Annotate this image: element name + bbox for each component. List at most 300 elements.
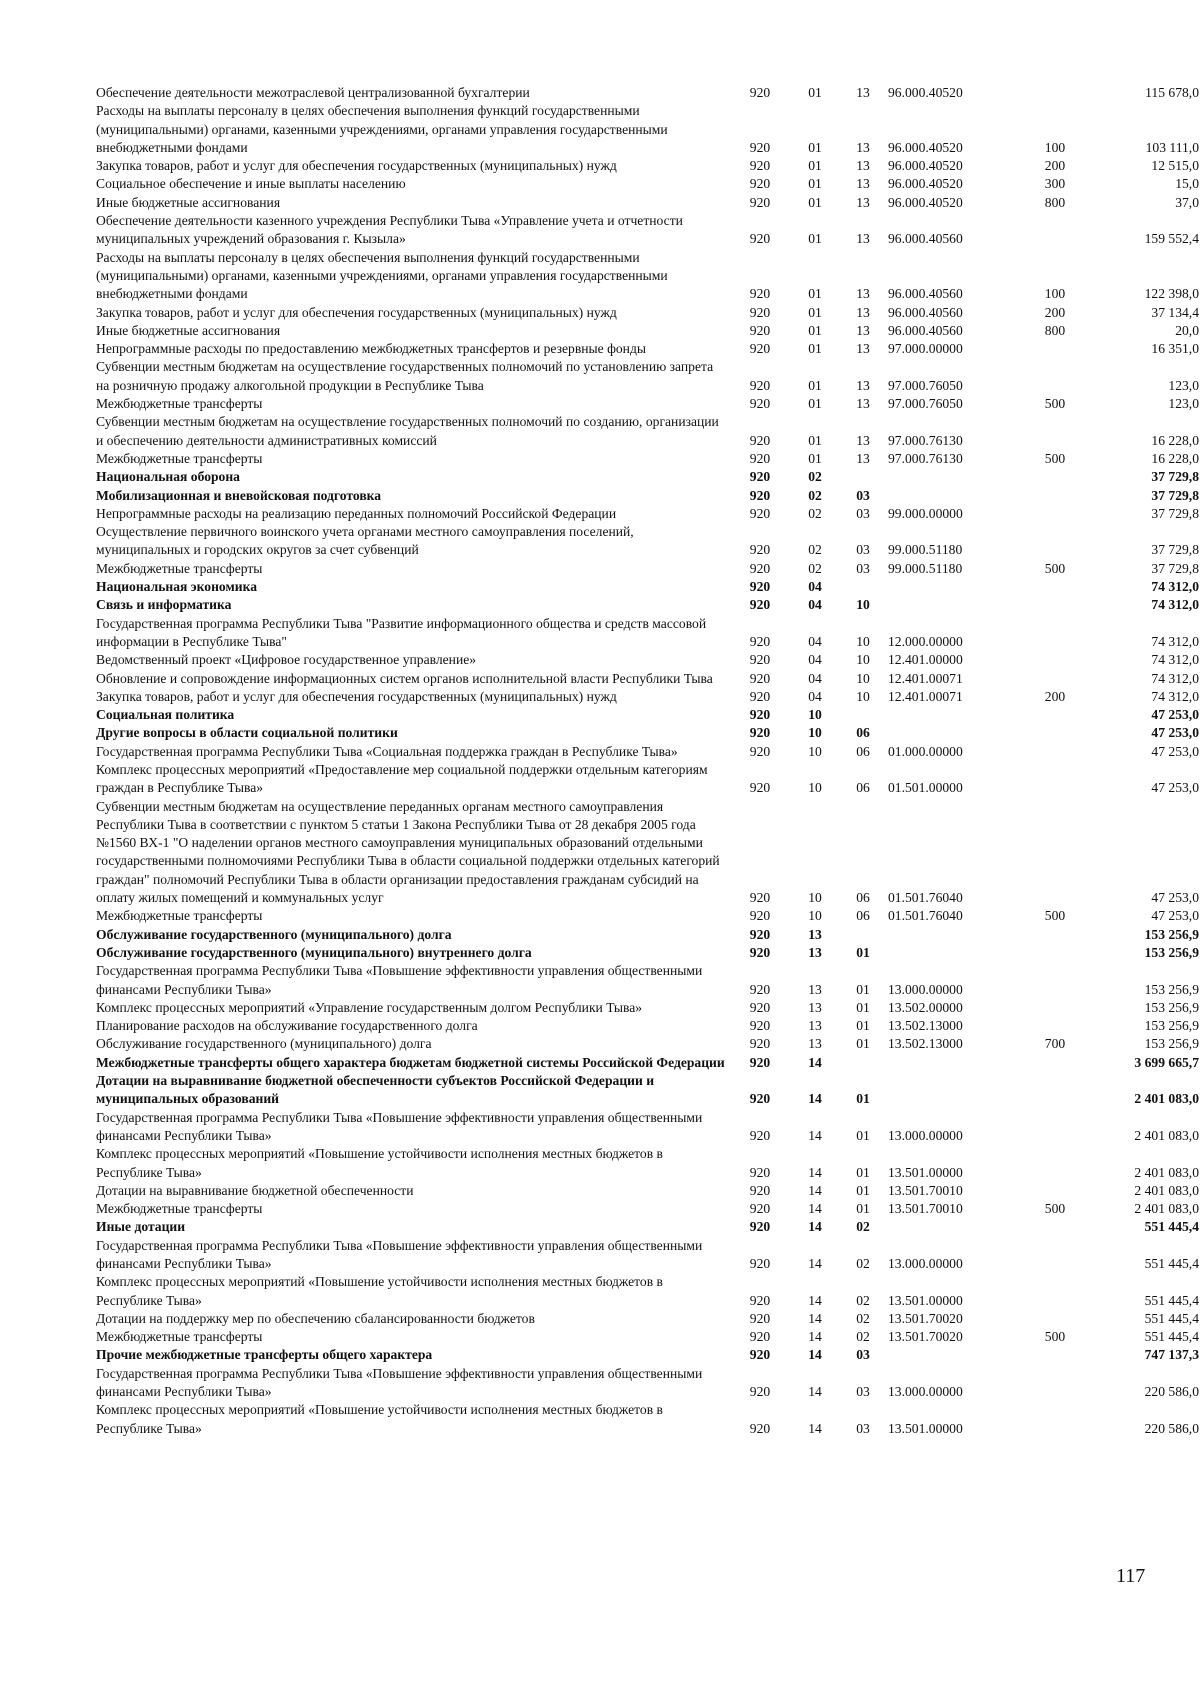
row-target-article: 01.501.76040 xyxy=(888,908,963,924)
table-row xyxy=(96,743,1199,761)
row-razdel: 14 xyxy=(808,1219,822,1235)
row-expense-type xyxy=(1032,615,1078,652)
row-expense-type: 300 xyxy=(1044,176,1066,192)
row-grbs: 920 xyxy=(749,505,771,521)
table-row xyxy=(96,706,1199,724)
row-amount: 47 253,0 xyxy=(1151,725,1199,741)
row-podrazdel xyxy=(838,468,888,486)
row-podrazdel: 03 xyxy=(856,487,870,503)
row-expense-type xyxy=(1032,962,1078,999)
row-podrazdel: 01 xyxy=(856,1036,870,1052)
row-amount: 551 445,4 xyxy=(1144,1219,1199,1235)
table-row xyxy=(96,999,1199,1017)
row-expense-type: 100 xyxy=(1044,286,1066,302)
row-target-article: 13.501.00000 xyxy=(888,1420,963,1436)
row-podrazdel: 01 xyxy=(856,1201,870,1217)
row-expense-type xyxy=(1032,1109,1078,1146)
row-name: Государственная программа Республики Тыва «Социальная поддержка граждан в Республике Тыва» xyxy=(96,743,678,759)
row-name: Ведомственный проект «Цифровое государственное управление» xyxy=(96,652,477,668)
row-podrazdel: 03 xyxy=(856,560,870,576)
row-grbs: 920 xyxy=(749,1018,771,1034)
row-name: Обеспечение деятельности межотраслевой централизованной бухгалтерии xyxy=(96,85,530,100)
table-row xyxy=(96,322,1199,340)
row-target-article: 99.000.00000 xyxy=(888,505,963,521)
table-row xyxy=(96,487,1199,505)
row-amount: 37 729,8 xyxy=(1151,542,1199,558)
table-row xyxy=(96,249,1199,304)
table-row xyxy=(96,1145,1199,1182)
row-razdel: 04 xyxy=(808,579,822,595)
table-row xyxy=(96,1365,1199,1402)
row-podrazdel: 13 xyxy=(856,176,870,192)
page-number: 117 xyxy=(1116,1565,1146,1587)
row-razdel: 13 xyxy=(808,999,822,1015)
row-podrazdel: 06 xyxy=(856,890,870,906)
table-row xyxy=(96,304,1199,322)
row-expense-type xyxy=(1032,358,1078,395)
row-podrazdel: 13 xyxy=(856,432,870,448)
row-amount: 37 729,8 xyxy=(1151,505,1199,521)
table-row xyxy=(96,651,1199,669)
row-name: Национальная оборона xyxy=(96,469,240,485)
row-expense-type: 800 xyxy=(1044,322,1066,338)
row-razdel: 04 xyxy=(808,670,822,686)
row-target-article: 96.000.40560 xyxy=(888,304,963,320)
row-razdel: 02 xyxy=(808,487,822,503)
row-target-article xyxy=(888,1218,1032,1236)
row-razdel: 02 xyxy=(808,560,822,576)
row-podrazdel: 13 xyxy=(856,139,870,155)
row-razdel: 14 xyxy=(808,1420,822,1436)
row-razdel: 02 xyxy=(808,542,822,558)
row-target-article: 96.000.40560 xyxy=(888,322,963,338)
row-expense-type: 500 xyxy=(1044,396,1066,412)
table-row xyxy=(96,1072,1199,1109)
row-grbs: 920 xyxy=(749,322,771,338)
row-razdel: 14 xyxy=(808,1127,822,1143)
row-podrazdel: 13 xyxy=(856,158,870,174)
budget-table xyxy=(96,84,1199,1438)
row-expense-type xyxy=(1032,340,1078,358)
row-amount: 74 312,0 xyxy=(1151,670,1199,686)
table-row xyxy=(96,1182,1199,1200)
row-expense-type xyxy=(1032,706,1078,724)
row-grbs: 920 xyxy=(749,469,771,485)
row-amount: 37 729,8 xyxy=(1151,469,1199,485)
row-razdel: 14 xyxy=(808,1310,822,1326)
row-expense-type: 200 xyxy=(1044,688,1066,704)
row-grbs: 920 xyxy=(749,707,771,723)
row-razdel: 10 xyxy=(808,725,822,741)
row-amount: 47 253,0 xyxy=(1151,908,1199,924)
row-podrazdel: 02 xyxy=(856,1310,870,1326)
row-grbs: 920 xyxy=(749,158,771,174)
row-target-article: 97.000.00000 xyxy=(888,341,963,357)
row-expense-type: 700 xyxy=(1044,1036,1066,1052)
table-row xyxy=(96,1017,1199,1035)
row-razdel: 14 xyxy=(808,1384,822,1400)
row-name: Обслуживание государственного (муниципального) долга xyxy=(96,926,452,942)
row-expense-type xyxy=(1032,487,1078,505)
row-razdel: 01 xyxy=(808,377,822,393)
row-amount: 74 312,0 xyxy=(1151,652,1199,668)
row-name: Иные дотации xyxy=(96,1219,186,1235)
row-podrazdel: 13 xyxy=(856,231,870,247)
row-razdel: 01 xyxy=(808,231,822,247)
row-name: Социальное обеспечение и иные выплаты населению xyxy=(96,176,406,192)
row-amount: 122 398,0 xyxy=(1144,286,1199,302)
row-name: Межбюджетные трансферты общего характера бюджетам бюджетной системы Российской Федерации xyxy=(96,1054,725,1070)
row-target-article: 96.000.40520 xyxy=(888,139,963,155)
row-podrazdel: 13 xyxy=(856,322,870,338)
row-grbs: 920 xyxy=(749,286,771,302)
row-amount: 47 253,0 xyxy=(1151,743,1199,759)
row-grbs: 920 xyxy=(749,560,771,576)
row-name: Иные бюджетные ассигнования xyxy=(96,322,281,338)
row-grbs: 920 xyxy=(749,579,771,595)
table-row xyxy=(96,450,1199,468)
row-amount: 153 256,9 xyxy=(1144,1018,1199,1034)
row-name: Государственная программа Республики Тыва «Повышение эффективности управления общественными финансами Республики Тыва» xyxy=(96,1237,703,1271)
row-razdel: 01 xyxy=(808,450,822,466)
row-podrazdel: 01 xyxy=(856,1127,870,1143)
row-grbs: 920 xyxy=(749,1054,771,1070)
row-amount: 16 351,0 xyxy=(1151,341,1199,357)
table-row xyxy=(96,157,1199,175)
row-podrazdel: 10 xyxy=(856,652,870,668)
row-name: Комплекс процессных мероприятий «Предоставление мер социальной поддержки отдельным категориям граждан в Республике Тыва» xyxy=(96,761,708,796)
row-podrazdel: 13 xyxy=(856,341,870,357)
row-expense-type xyxy=(1032,1310,1078,1328)
row-podrazdel: 13 xyxy=(856,85,870,100)
row-expense-type xyxy=(1032,1017,1078,1035)
row-grbs: 920 xyxy=(749,176,771,192)
row-expense-type xyxy=(1032,1072,1078,1109)
row-amount: 551 445,4 xyxy=(1144,1256,1199,1271)
row-razdel: 14 xyxy=(808,1347,822,1363)
row-target-article: 12.401.00071 xyxy=(888,688,963,704)
row-name: Обновление и сопровождение информационных систем органов исполнительной власти Республики Тыва xyxy=(96,670,713,686)
table-row xyxy=(96,413,1199,450)
row-grbs: 920 xyxy=(749,597,771,613)
row-amount: 123,0 xyxy=(1168,396,1199,412)
row-target-article: 13.000.00000 xyxy=(888,1384,963,1400)
row-razdel: 01 xyxy=(808,194,822,210)
row-expense-type: 100 xyxy=(1044,139,1066,155)
row-grbs: 920 xyxy=(749,1036,771,1052)
row-razdel: 13 xyxy=(808,981,822,997)
row-target-article: 96.000.40560 xyxy=(888,286,963,302)
row-expense-type xyxy=(1032,743,1078,761)
row-target-article: 13.501.00000 xyxy=(888,1164,963,1180)
row-name: Субвенции местным бюджетам на осуществление переданных органам местного самоуправления Республики Тыва в соответствии с пунктом 5 статьи 1 Закона Республики Тыва от 28 декабря 2005 года №1560 ВХ-1 "О наделении органов местного самоуправления муниципальных образований отдельными государственными полномочиями Республики Тыва в области социальной поддержки отдельных категорий граждан" полномочий Республики Тыва в области организации предоставления гражданам субсидий на оплату жилых помещений и коммунальных услуг xyxy=(96,798,720,906)
table-row xyxy=(96,395,1199,413)
row-amount: 551 445,4 xyxy=(1144,1310,1199,1326)
table-row xyxy=(96,1237,1199,1274)
row-target-article xyxy=(888,724,1032,742)
row-name: Государственная программа Республики Тыва «Повышение эффективности управления общественными финансами Республики Тыва» xyxy=(96,1365,703,1400)
row-razdel: 10 xyxy=(808,780,822,796)
row-expense-type xyxy=(1032,596,1078,614)
row-target-article: 13.502.13000 xyxy=(888,1036,963,1052)
row-podrazdel: 02 xyxy=(856,1292,870,1308)
row-expense-type xyxy=(1032,578,1078,596)
row-podrazdel: 01 xyxy=(856,981,870,997)
row-expense-type xyxy=(1032,670,1078,688)
row-target-article: 96.000.40560 xyxy=(888,231,963,247)
row-name: Дотации на выравнивание бюджетной обеспеченности xyxy=(96,1182,414,1198)
row-podrazdel: 13 xyxy=(856,304,870,320)
row-expense-type xyxy=(1032,84,1078,102)
row-expense-type xyxy=(1032,1182,1078,1200)
row-grbs: 920 xyxy=(749,981,771,997)
row-podrazdel xyxy=(838,706,888,724)
row-amount: 74 312,0 xyxy=(1151,597,1199,613)
row-grbs: 920 xyxy=(749,396,771,412)
row-grbs: 920 xyxy=(749,999,771,1015)
row-target-article xyxy=(888,944,1032,962)
row-grbs: 920 xyxy=(749,304,771,320)
row-name: Межбюджетные трансферты xyxy=(96,396,263,412)
row-razdel: 13 xyxy=(808,1036,822,1052)
row-grbs: 920 xyxy=(749,450,771,466)
row-target-article xyxy=(888,578,1032,596)
row-grbs: 920 xyxy=(749,944,771,960)
row-name: Непрограммные расходы по предоставлению межбюджетных трансфертов и резервные фонды xyxy=(96,341,647,357)
row-grbs: 920 xyxy=(749,908,771,924)
row-razdel: 14 xyxy=(808,1329,822,1345)
row-expense-type xyxy=(1032,1401,1078,1438)
row-name: Мобилизационная и вневойсковая подготовка xyxy=(96,487,382,503)
row-grbs: 920 xyxy=(749,633,771,649)
row-expense-type: 800 xyxy=(1044,194,1066,210)
row-name: Дотации на выравнивание бюджетной обеспеченности субъектов Российской Федерации и муниципальных образований xyxy=(96,1073,655,1107)
row-name: Закупка товаров, работ и услуг для обеспечения государственных (муниципальных) нужд xyxy=(96,304,617,320)
row-razdel: 04 xyxy=(808,633,822,649)
row-podrazdel: 13 xyxy=(856,194,870,210)
row-razdel: 02 xyxy=(808,505,822,521)
table-row xyxy=(96,798,1199,908)
row-name: Планирование расходов на обслуживание государственного долга xyxy=(96,1018,478,1034)
row-target-article: 97.000.76050 xyxy=(888,396,963,412)
row-razdel: 01 xyxy=(808,396,822,412)
row-amount: 220 586,0 xyxy=(1144,1384,1199,1400)
row-name: Обеспечение деятельности казенного учреждения Республики Тыва «Управление учета и отчетности муниципальных учреждений образования г. Кызыла» xyxy=(96,213,683,247)
row-podrazdel xyxy=(838,1054,888,1072)
row-grbs: 920 xyxy=(749,85,771,100)
row-name: Непрограммные расходы на реализацию переданных полномочий Российской Федерации xyxy=(96,505,617,521)
row-amount: 3 699 665,7 xyxy=(1134,1054,1199,1070)
row-razdel: 14 xyxy=(808,1054,822,1070)
row-expense-type: 500 xyxy=(1044,450,1066,466)
row-target-article: 13.501.70020 xyxy=(888,1329,963,1345)
row-amount: 159 552,4 xyxy=(1144,231,1199,247)
table-row xyxy=(96,340,1199,358)
row-name: Межбюджетные трансферты xyxy=(96,1329,263,1345)
row-razdel: 01 xyxy=(808,304,822,320)
row-target-article xyxy=(888,468,1032,486)
row-podrazdel: 13 xyxy=(856,450,870,466)
row-target-article: 97.000.76130 xyxy=(888,432,963,448)
row-podrazdel: 06 xyxy=(856,780,870,796)
budget-table-body xyxy=(96,84,1199,1438)
row-target-article: 99.000.51180 xyxy=(888,542,963,558)
row-razdel: 01 xyxy=(808,158,822,174)
row-expense-type xyxy=(1032,1273,1078,1310)
row-amount: 153 256,9 xyxy=(1144,1036,1199,1052)
row-amount: 74 312,0 xyxy=(1151,688,1199,704)
row-expense-type: 500 xyxy=(1044,908,1066,924)
table-row xyxy=(96,615,1199,652)
row-target-article: 12.401.00071 xyxy=(888,670,963,686)
row-razdel: 04 xyxy=(808,597,822,613)
table-row xyxy=(96,1310,1199,1328)
row-razdel: 14 xyxy=(808,1182,822,1198)
row-target-article: 13.000.00000 xyxy=(888,981,963,997)
row-podrazdel: 13 xyxy=(856,396,870,412)
row-target-article xyxy=(888,926,1032,944)
row-amount: 220 586,0 xyxy=(1144,1420,1199,1436)
row-grbs: 920 xyxy=(749,139,771,155)
row-target-article: 99.000.51180 xyxy=(888,560,963,576)
row-razdel: 14 xyxy=(808,1091,822,1107)
row-amount: 123,0 xyxy=(1168,377,1199,393)
table-row xyxy=(96,1109,1199,1146)
row-name: Связь и информатика xyxy=(96,597,232,613)
row-target-article: 96.000.40520 xyxy=(888,176,963,192)
row-expense-type xyxy=(1032,468,1078,486)
row-target-article: 12.000.00000 xyxy=(888,633,963,649)
row-name: Государственная программа Республики Тыва "Развитие информационного общества и средств массовой информации в Республике Тыва" xyxy=(96,615,707,649)
row-grbs: 920 xyxy=(749,231,771,247)
row-expense-type xyxy=(1032,724,1078,742)
row-amount: 115 678,0 xyxy=(1145,85,1199,100)
row-target-article: 01.000.00000 xyxy=(888,743,963,759)
row-amount: 103 111,0 xyxy=(1145,139,1199,155)
row-target-article: 96.000.40520 xyxy=(888,194,963,210)
row-target-article xyxy=(888,1346,1032,1364)
row-amount: 153 256,9 xyxy=(1144,926,1199,942)
row-podrazdel: 01 xyxy=(856,1018,870,1034)
row-podrazdel: 06 xyxy=(856,908,870,924)
table-row xyxy=(96,560,1199,578)
row-target-article: 01.501.00000 xyxy=(888,780,963,796)
row-grbs: 920 xyxy=(749,1384,771,1400)
table-row xyxy=(96,761,1199,798)
table-row xyxy=(96,523,1199,560)
table-row xyxy=(96,84,1199,102)
row-name: Дотации на поддержку мер по обеспечению сбалансированности бюджетов xyxy=(96,1310,535,1326)
row-grbs: 920 xyxy=(749,1310,771,1326)
row-podrazdel: 02 xyxy=(856,1256,870,1271)
row-grbs: 920 xyxy=(749,1201,771,1217)
table-row xyxy=(96,1218,1199,1236)
row-razdel: 01 xyxy=(808,286,822,302)
row-expense-type: 500 xyxy=(1044,560,1066,576)
row-grbs: 920 xyxy=(749,670,771,686)
row-podrazdel: 06 xyxy=(856,725,870,741)
row-name: Субвенции местным бюджетам на осуществление государственных полномочий по установлению запрета на розничную продажу алкогольной продукции в Республике Тыва xyxy=(96,359,714,393)
row-razdel: 10 xyxy=(808,908,822,924)
row-name: Комплекс процессных мероприятий «Повышение устойчивости исполнения местных бюджетов в Республике Тыва» xyxy=(96,1146,663,1180)
row-target-article: 13.000.00000 xyxy=(888,1127,963,1143)
row-target-article: 96.000.40520 xyxy=(888,85,963,100)
row-grbs: 920 xyxy=(749,780,771,796)
row-podrazdel xyxy=(838,926,888,944)
table-row xyxy=(96,670,1199,688)
row-name: Прочие межбюджетные трансферты общего характера xyxy=(96,1347,433,1363)
table-row xyxy=(96,358,1199,395)
row-amount: 2 401 083,0 xyxy=(1134,1091,1199,1107)
row-razdel: 01 xyxy=(808,341,822,357)
row-amount: 551 445,4 xyxy=(1144,1329,1199,1345)
row-expense-type xyxy=(1032,651,1078,669)
row-expense-type xyxy=(1032,926,1078,944)
row-expense-type xyxy=(1032,505,1078,523)
row-expense-type xyxy=(1032,1346,1078,1364)
row-amount: 2 401 083,0 xyxy=(1134,1164,1199,1180)
row-name: Межбюджетные трансферты xyxy=(96,560,263,576)
row-grbs: 920 xyxy=(749,1091,771,1107)
row-amount: 12 515,0 xyxy=(1151,158,1199,174)
row-razdel: 04 xyxy=(808,688,822,704)
table-row xyxy=(96,212,1199,249)
row-grbs: 920 xyxy=(749,1164,771,1180)
row-podrazdel: 13 xyxy=(856,377,870,393)
row-grbs: 920 xyxy=(749,1219,771,1235)
table-row xyxy=(96,102,1199,157)
row-name: Комплекс процессных мероприятий «Управление государственным долгом Республики Тыва» xyxy=(96,999,643,1015)
row-amount: 47 253,0 xyxy=(1151,890,1199,906)
row-target-article: 13.501.00000 xyxy=(888,1292,963,1308)
row-grbs: 920 xyxy=(749,652,771,668)
table-row xyxy=(96,194,1199,212)
row-podrazdel: 01 xyxy=(856,944,870,960)
row-razdel: 02 xyxy=(808,469,822,485)
table-row xyxy=(96,1035,1199,1053)
table-row xyxy=(96,468,1199,486)
row-expense-type xyxy=(1032,1237,1078,1274)
row-amount: 37,0 xyxy=(1175,194,1199,210)
row-grbs: 920 xyxy=(749,377,771,393)
table-row xyxy=(96,175,1199,193)
table-row xyxy=(96,1328,1199,1346)
row-amount: 153 256,9 xyxy=(1144,981,1199,997)
row-grbs: 920 xyxy=(749,194,771,210)
table-row xyxy=(96,578,1199,596)
row-name: Национальная экономика xyxy=(96,579,257,595)
row-target-article xyxy=(888,706,1032,724)
row-amount: 2 401 083,0 xyxy=(1134,1127,1199,1143)
row-grbs: 920 xyxy=(749,725,771,741)
row-podrazdel: 02 xyxy=(856,1329,870,1345)
row-amount: 747 137,3 xyxy=(1144,1347,1199,1363)
row-expense-type xyxy=(1032,413,1078,450)
row-podrazdel: 10 xyxy=(856,633,870,649)
row-expense-type xyxy=(1032,944,1078,962)
table-row xyxy=(96,1346,1199,1364)
row-expense-type xyxy=(1032,1218,1078,1236)
row-razdel: 10 xyxy=(808,890,822,906)
row-amount: 15,0 xyxy=(1175,176,1199,192)
row-amount: 153 256,9 xyxy=(1144,944,1199,960)
row-target-article: 13.502.13000 xyxy=(888,1018,963,1034)
row-razdel: 14 xyxy=(808,1164,822,1180)
row-expense-type xyxy=(1032,212,1078,249)
row-razdel: 04 xyxy=(808,652,822,668)
row-expense-type xyxy=(1032,1145,1078,1182)
row-grbs: 920 xyxy=(749,1292,771,1308)
